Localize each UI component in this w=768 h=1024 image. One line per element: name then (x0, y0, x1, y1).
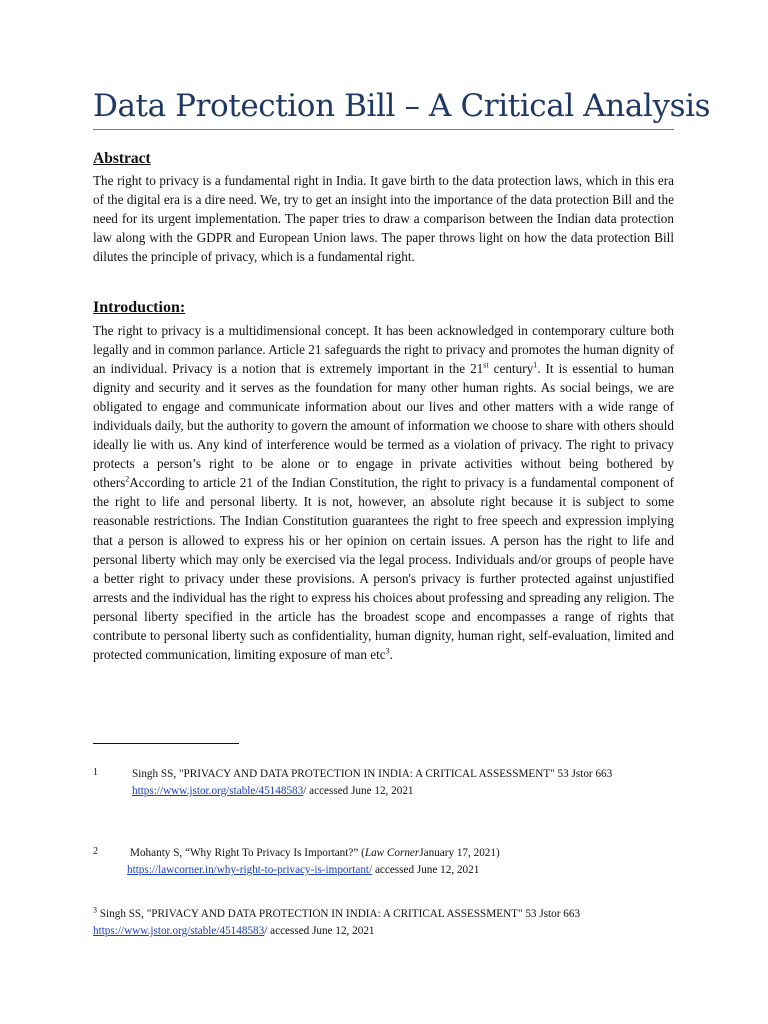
footnote-suffix: / accessed June 12, 2021 (303, 785, 414, 797)
introduction-heading: Introduction: (93, 299, 186, 316)
footnote-separator (93, 743, 239, 744)
footnote-body (127, 845, 670, 879)
footnote-number: 1 (93, 767, 98, 778)
intro-part-4: According to article 21 of the Indian Constitution, the right to privacy is a fundamental component of the right to life and personal liberty. It is not, however, an absolute right because it is subject to some reasonable restrictions. The Indian Constitution guarantees the right to free speech and expression implying that a person is allowed to express his or her opinion on certain issues. A person has the right to life and personal liberty which may only be exercised via the legal process. Individuals and/or groups of people have a better right to privacy under these provisions. A person's privacy is further protected against unjustified arrests and the individual has the right to express his choices about professing and spreading any religion. The personal liberty specified in the article has the broadest scope and encompasses a range of rights that contribute to personal liberty such as confidentiality, human dignity, human right, self-evaluation, limited and protected communication, limiting exposure of man etc (93, 475, 674, 662)
footnote-ref-3[interactable]: 3 (385, 646, 390, 656)
abstract-text: The right to privacy is a fundamental right in India. It gave birth to the data protection laws, which in this era of the digital era is a dire need. We, try to get an insight into the importance of the data protection Bill and the need for its urgent implementation. The paper tries to draw a comparison between the Indian data protection law along with the GDPR and European Union laws. The paper throws light on how the data protection Bill dilutes the principle of privacy, which is a fundamental right. (93, 173, 674, 265)
intro-part-5: . (389, 646, 393, 662)
footnote-ref-2[interactable]: 2 (125, 474, 130, 484)
footnote-ref-1[interactable]: 1 (533, 360, 538, 370)
document-title: Data Protection Bill – A Critical Analysis (93, 88, 711, 124)
intro-part-2: century (488, 361, 534, 377)
footnote-text: Singh SS, "PRIVACY AND DATA PROTECTION IN INDIA: A CRITICAL ASSESSMENT" 53 Jstor 663 (97, 908, 581, 920)
footnote-text: Singh SS, "PRIVACY AND DATA PROTECTION IN INDIA: A CRITICAL ASSESSMENT" 53 Jstor 663 (132, 768, 613, 780)
footnote-link[interactable]: https://lawcorner.in/why-right-to-privacy-is-important/ (127, 864, 373, 876)
footnote-number: 3 (93, 905, 97, 915)
footnote-link[interactable]: https://www.jstor.org/stable/45148583 (132, 785, 304, 797)
footnote-source-italic: Law Corner (364, 847, 420, 859)
footnote-link[interactable]: https://www.jstor.org/stable/45148583 (93, 925, 265, 937)
footnote-suffix: / accessed June 12, 2021 (264, 925, 375, 937)
footnote-body (93, 906, 674, 940)
intro-part-1: The right to privacy is a multidimensional concept. It has been acknowledged in contemporary culture both legally and in common parlance. Article 21 safeguards the right to privacy and promotes the human dignity of an individual. Privacy is a notion that is extremely important in the 21 (93, 323, 674, 377)
footnote-date: January 17, 2021) (419, 847, 500, 859)
title-underline (93, 129, 674, 130)
intro-part-3: . It is essential to human dignity and security and it serves as the foundation for many other human rights. As social beings, we are obligated to engage and communicate information about our lives and other matters with a wide range of individuals daily, but the authority to govern the amount of information we choose to share with others should ideally lie with us. Any kind of interference would be termed as a violation of privacy. The right to privacy protects a person’s right to be alone or to engage in private activities without being bothered by others (93, 361, 675, 491)
abstract-heading: Abstract (93, 150, 151, 167)
footnote-body (132, 766, 672, 800)
footnote-number: 2 (93, 846, 98, 857)
ordinal-suffix: st (483, 360, 489, 370)
footnote-suffix: accessed June 12, 2021 (372, 864, 480, 876)
footnote-text: Mohanty S, “Why Right To Privacy Is Important?” ( (130, 847, 365, 859)
introduction-text (93, 321, 674, 664)
